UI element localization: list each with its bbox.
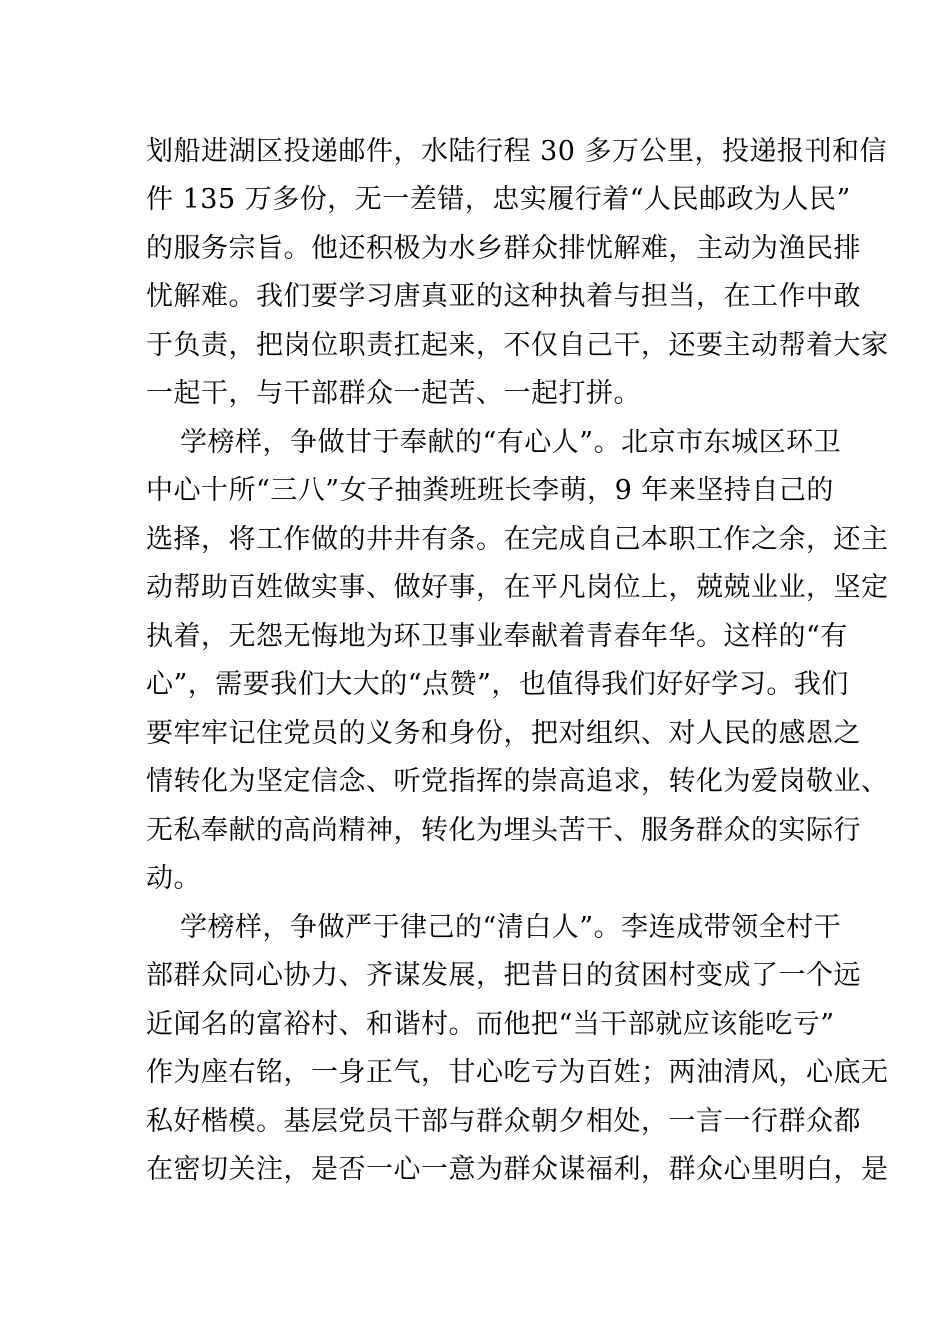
- text-line: 执着，无怨无悔地为环卫事业奉献着青春年华。这样的“有: [146, 621, 848, 652]
- text-line: 动帮助百姓做实事、做好事，在平凡岗位上，兢兢业业，坚定: [146, 572, 889, 603]
- text-line: 件 135 万多份，无一差错，忠实履行着“人民邮政为人民”: [146, 184, 851, 215]
- text-line: 在密切关注，是否一心一意为群众谋福利，群众心里明白，是: [146, 1154, 889, 1185]
- text-line: 无私奉献的高尚精神，转化为埋头苦干、服务群众的实际行: [146, 815, 861, 846]
- text-line: 的服务宗旨。他还积极为水乡群众排忧解难，主动为渔民排: [146, 233, 861, 264]
- text-line: 划船进湖区投递邮件，水陆行程 30 多万公里，投递报刊和信: [146, 136, 888, 167]
- paragraph-start-line: 学榜样，争做严于律己的“清白人”。李连成带领全村干: [180, 912, 842, 943]
- text-line: 心”，需要我们大大的“点赞”，也值得我们好好学习。我们: [146, 669, 849, 700]
- text-line: 情转化为坚定信念、听党指挥的崇高追求，转化为爱岗敬业、: [146, 766, 889, 797]
- text-line: 动。: [146, 863, 201, 894]
- text-line: 要牢牢记住党员的义务和身份，把对组织、对人民的感恩之: [146, 718, 861, 749]
- text-line: 作为座右铭，一身正气，甘心吃亏为百姓；两油清风，心底无: [146, 1057, 889, 1088]
- paragraph-start-line: 学榜样，争做甘于奉献的“有心人”。北京市东城区环卫: [180, 427, 842, 458]
- text-line: 中心十所“三八”女子抽粪班班长李萌，9 年来坚持自己的: [146, 475, 834, 506]
- text-line: 忧解难。我们要学习唐真亚的这种执着与担当，在工作中敢: [146, 281, 861, 312]
- text-line: 私好楷模。基层党员干部与群众朝夕相处，一言一行群众都: [146, 1106, 861, 1137]
- text-line: 部群众同心协力、齐谋发展，把昔日的贫困村变成了一个远: [146, 960, 861, 991]
- text-line: 一起干，与干部群众一起苦、一起打拼。: [146, 378, 641, 409]
- text-line: 选择，将工作做的井井有条。在完成自己本职工作之余，还主: [146, 524, 889, 555]
- text-line: 近闻名的富裕村、和谐村。而他把“当干部就应该能吃亏”: [146, 1009, 835, 1040]
- text-line: 于负责，把岗位职责扛起来，不仅自己干，还要主动帮着大家: [146, 330, 889, 361]
